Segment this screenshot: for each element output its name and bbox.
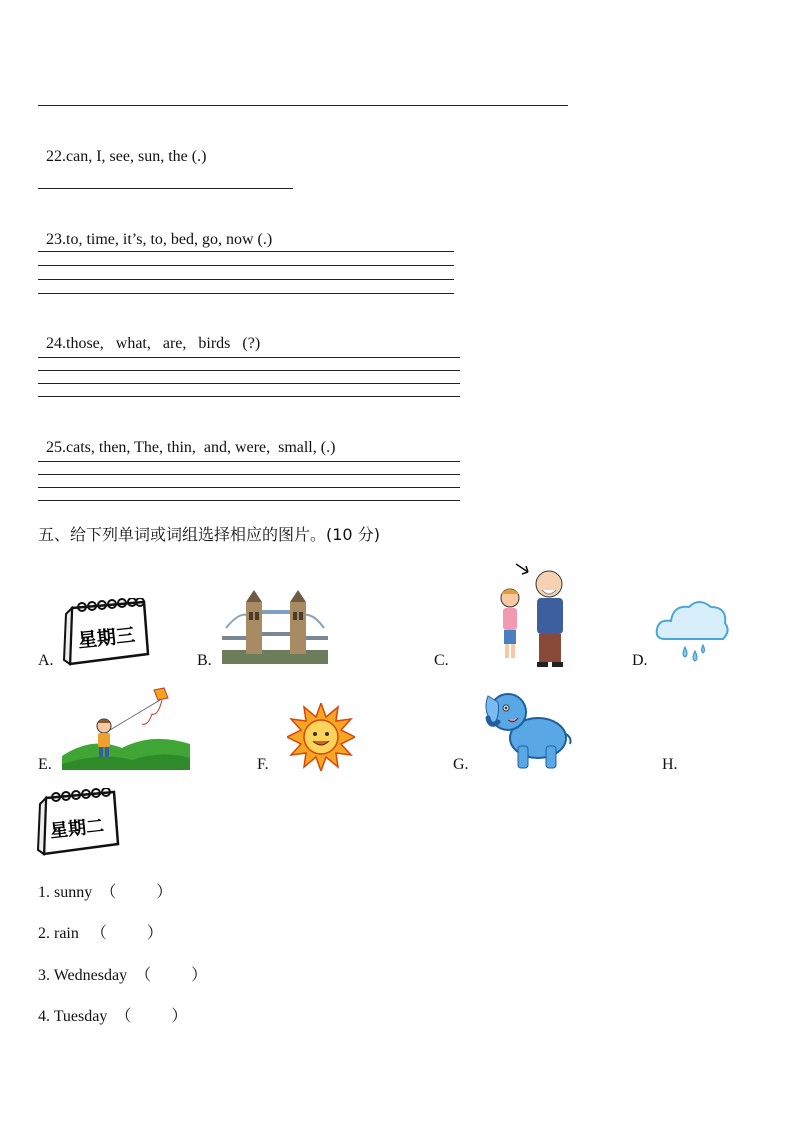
question-number: 24. — [46, 335, 66, 352]
match-item-sunny: 1. sunny （ ） — [38, 884, 173, 901]
writing-line — [38, 370, 460, 371]
writing-line — [38, 265, 454, 266]
option-letter-a: A. — [38, 652, 54, 669]
section-title: 五、给下列单词或词组选择相应的图片。(10 分) — [38, 525, 380, 544]
writing-line — [38, 251, 454, 252]
option-letter-h: H. — [662, 756, 678, 773]
question-text: cats, then, The, thin, and, were, small, (.) — [66, 439, 336, 456]
option-letter-d: D. — [632, 652, 648, 669]
match-item-wednesday: 3. Wednesday （ ） — [38, 967, 208, 984]
question-22 — [38, 130, 206, 166]
sun-icon — [287, 703, 355, 771]
writing-line — [38, 487, 460, 488]
answer-line — [38, 105, 568, 106]
option-letter-b: B. — [197, 652, 212, 669]
writing-line — [38, 357, 460, 358]
writing-line — [38, 461, 460, 462]
option-letter-f: F. — [257, 756, 269, 773]
writing-line — [38, 279, 454, 280]
boy-and-grandpa-icon — [492, 558, 572, 668]
question-text: those, what, are, birds (?) — [66, 335, 261, 352]
match-item-tuesday: 4. Tuesday （ ） — [38, 1008, 188, 1025]
question-number: 23. — [46, 231, 66, 248]
question-number: 25. — [46, 439, 66, 456]
answer-line — [38, 188, 293, 189]
writing-line — [38, 293, 454, 294]
rain-cloud-icon — [655, 595, 731, 667]
question-number: 22. — [46, 148, 66, 165]
match-item-rain: 2. rain （ ） — [38, 925, 163, 942]
calendar-caption: 星期三 — [77, 624, 137, 653]
writing-line — [38, 474, 460, 475]
question-23 — [38, 213, 272, 249]
calendar-tuesday-icon — [36, 788, 122, 858]
question-text: can, I, see, sun, the (.) — [66, 148, 207, 165]
option-letter-e: E. — [38, 756, 52, 773]
writing-line — [38, 383, 460, 384]
question-24 — [38, 317, 260, 353]
boy-flying-kite-icon — [62, 686, 190, 770]
writing-line — [38, 500, 460, 501]
elephant-icon — [484, 688, 574, 772]
calendar-caption: 星期二 — [49, 815, 106, 843]
option-letter-g: G. — [453, 756, 469, 773]
option-letter-c: C. — [434, 652, 449, 669]
question-25 — [38, 421, 335, 457]
tower-bridge-icon — [222, 588, 328, 664]
calendar-wednesday-icon — [60, 598, 152, 668]
question-text: to, time, it’s, to, bed, go, now (.) — [66, 231, 273, 248]
writing-line — [38, 396, 460, 397]
